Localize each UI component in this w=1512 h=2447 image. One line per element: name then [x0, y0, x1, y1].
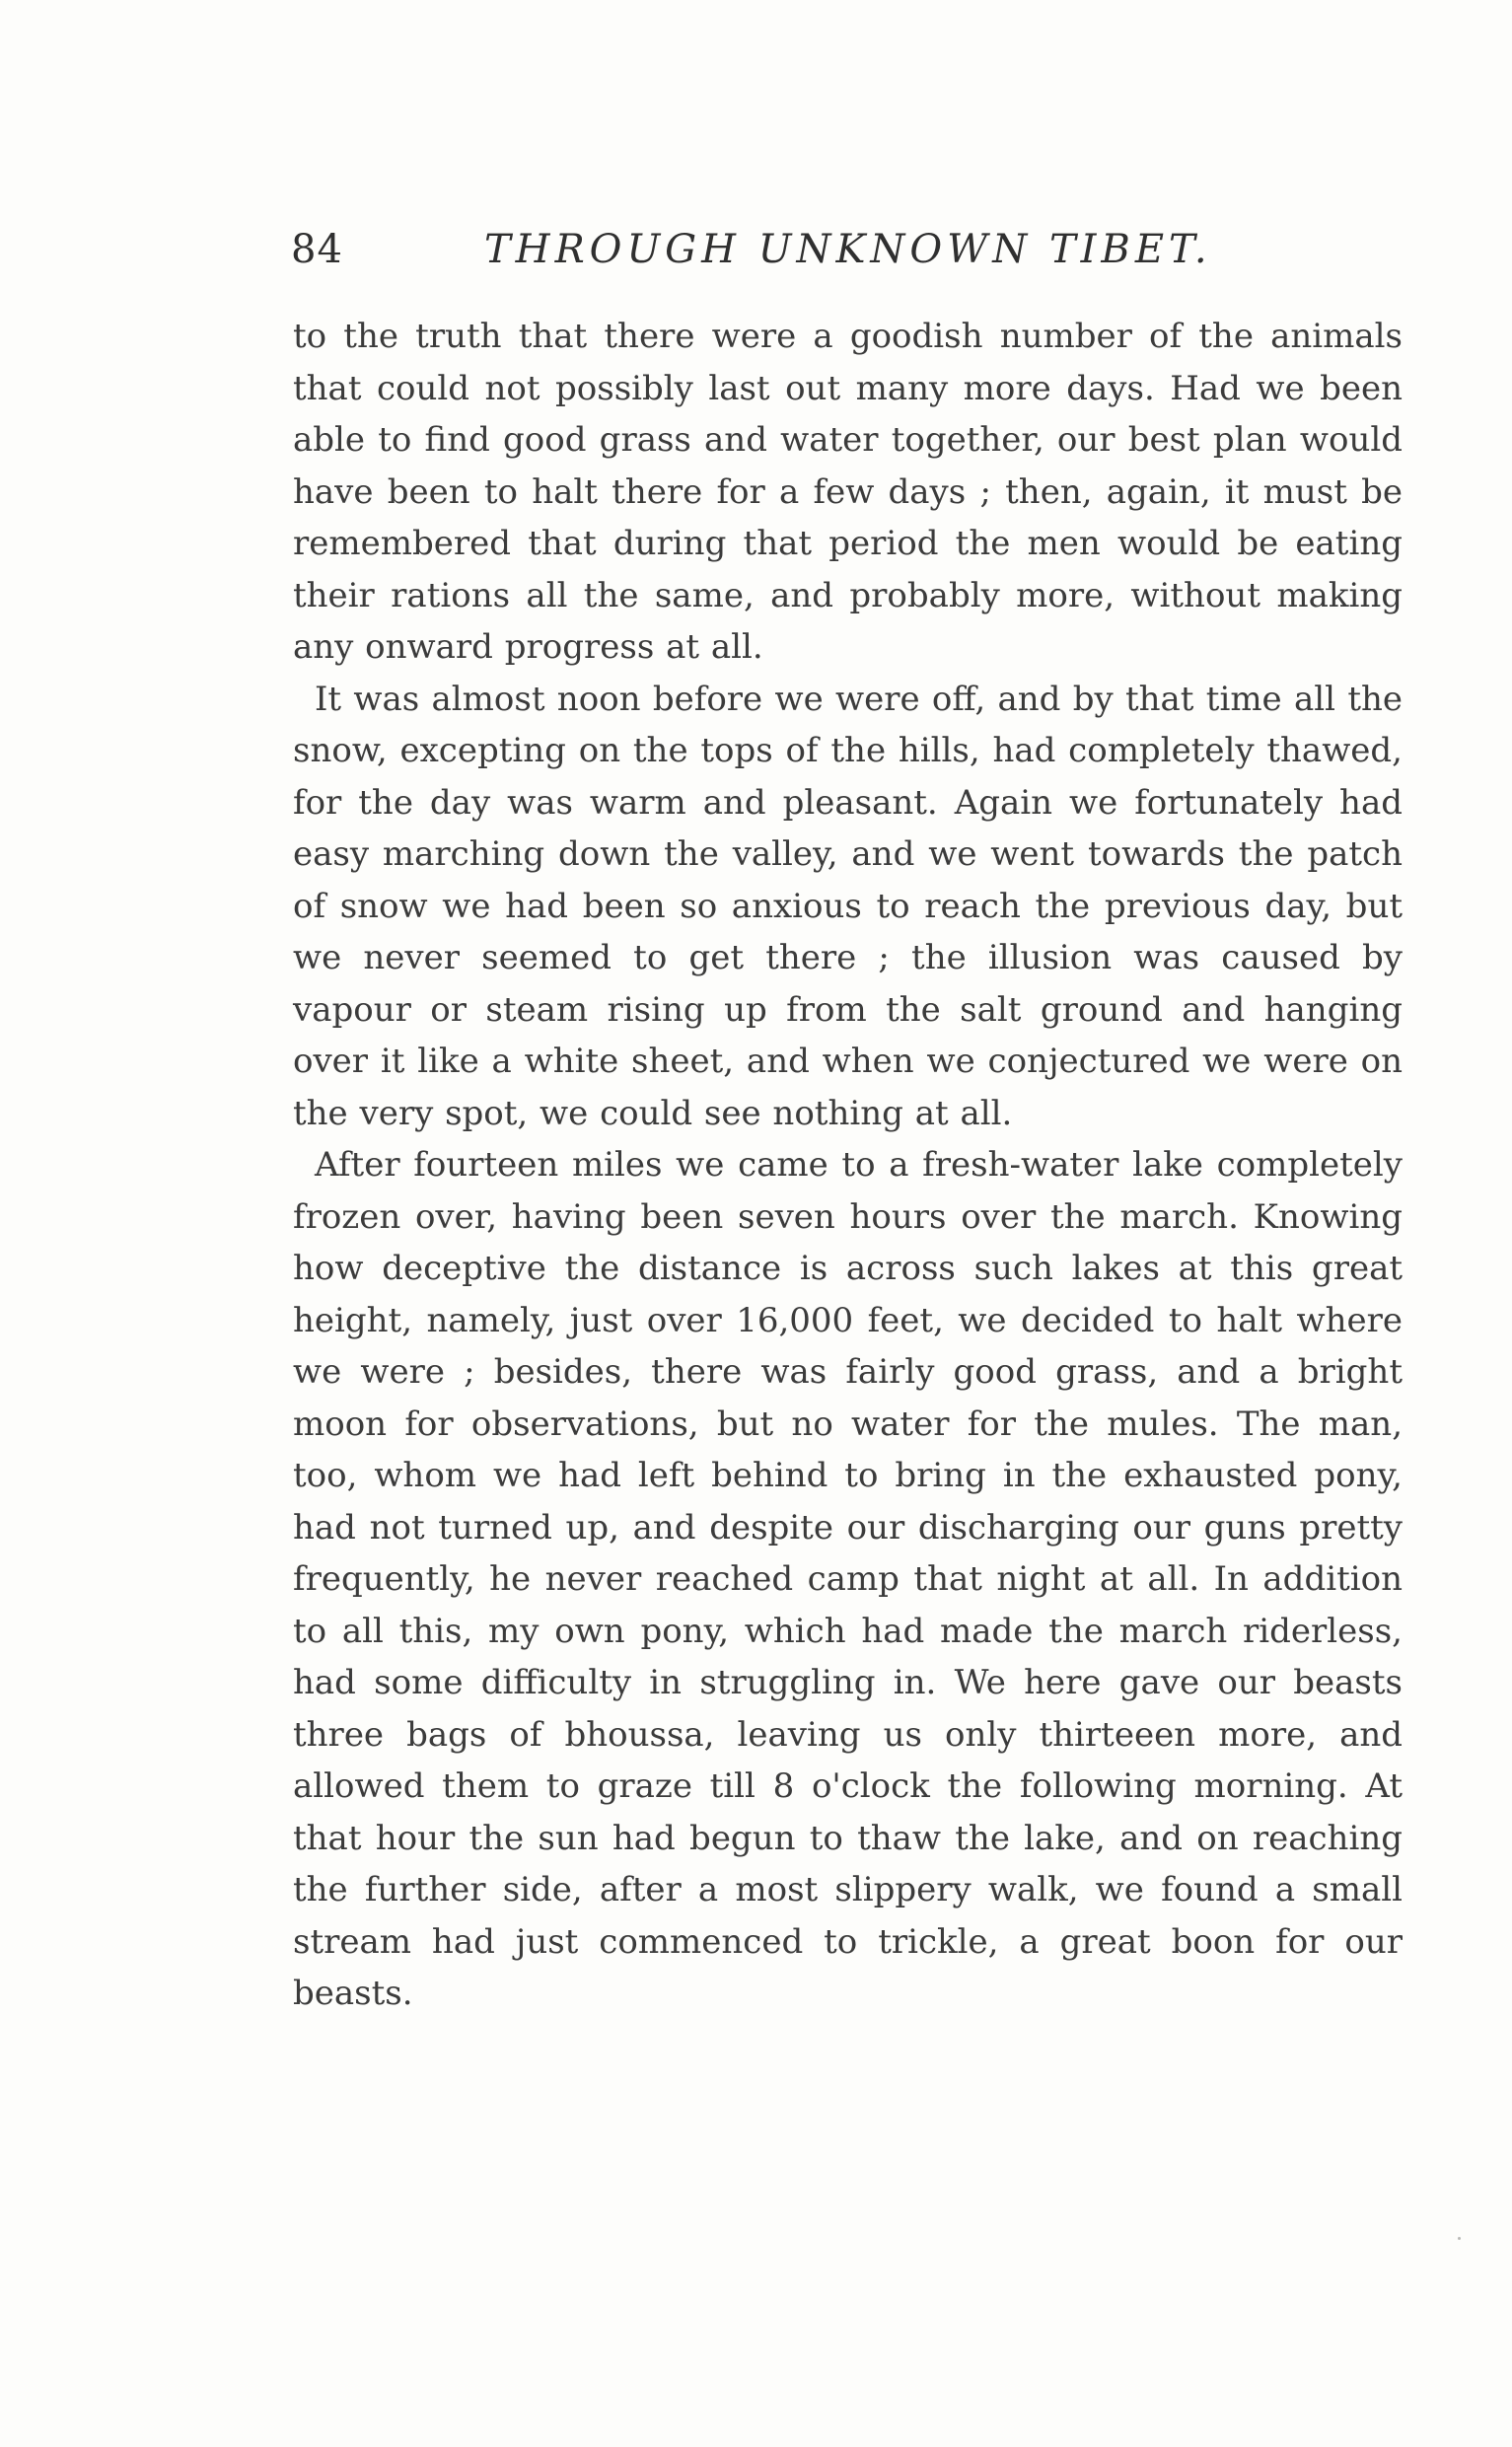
paper-speck [1458, 2237, 1461, 2240]
page-number: 84 [291, 227, 343, 272]
body-text [293, 311, 1403, 2020]
book-page [293, 227, 1403, 2020]
paragraph-3: After fourteen miles we came to a fresh-water lake completely frozen over, having been seven hours over the march. Knowing how deceptive the distance is across such lakes at this great height, namely, just over 16,000 feet, we decided to halt where we were ; besides, there was fairly good grass, and a bright moon for observations, but no water for the mules. The man, too, whom we had left behind to bring in the exhausted pony, had not turned up, and despite our discharging our guns pretty frequently, he never reached camp that night at all. In addition to all this, my own pony, which had made the march riderless, had some difficulty in struggling in. We here gave our beasts three bags of bhoussa, leaving us only thirteeen more, and allowed them to graze till 8 o'clock the following morning. At that hour the sun had begun to thaw the lake, and on reaching the further side, after a most slippery walk, we found a small stream had just commenced to trickle, a great boon for our beasts. [293, 1145, 1403, 2013]
running-title: THROUGH UNKNOWN TIBET. [484, 227, 1212, 272]
running-head [293, 227, 1403, 286]
paragraph-2: It was almost noon before we were off, and by that time all the snow, excepting on the tops of the hills, had completely thawed, for the day was warm and pleasant. Again we fortunately had easy marching down the valley, and we went towards the patch of snow we had been so anxious to reach the previous day, but we never seemed to get there ; the illusion was caused by vapour or steam rising up from the salt ground and hanging over it like a white sheet, and when we conjectured we were on the very spot, we could see nothing at all. [293, 679, 1403, 1133]
paragraph-1: to the truth that there were a goodish number of the animals that could not possibly last out many more days. Had we been able to find good grass and water together, our best plan would have been to halt there for a few days ; then, again, it must be remembered that during that period the men would be eating their rations all the same, and probably more, without making any onward progress at all. [293, 317, 1403, 667]
